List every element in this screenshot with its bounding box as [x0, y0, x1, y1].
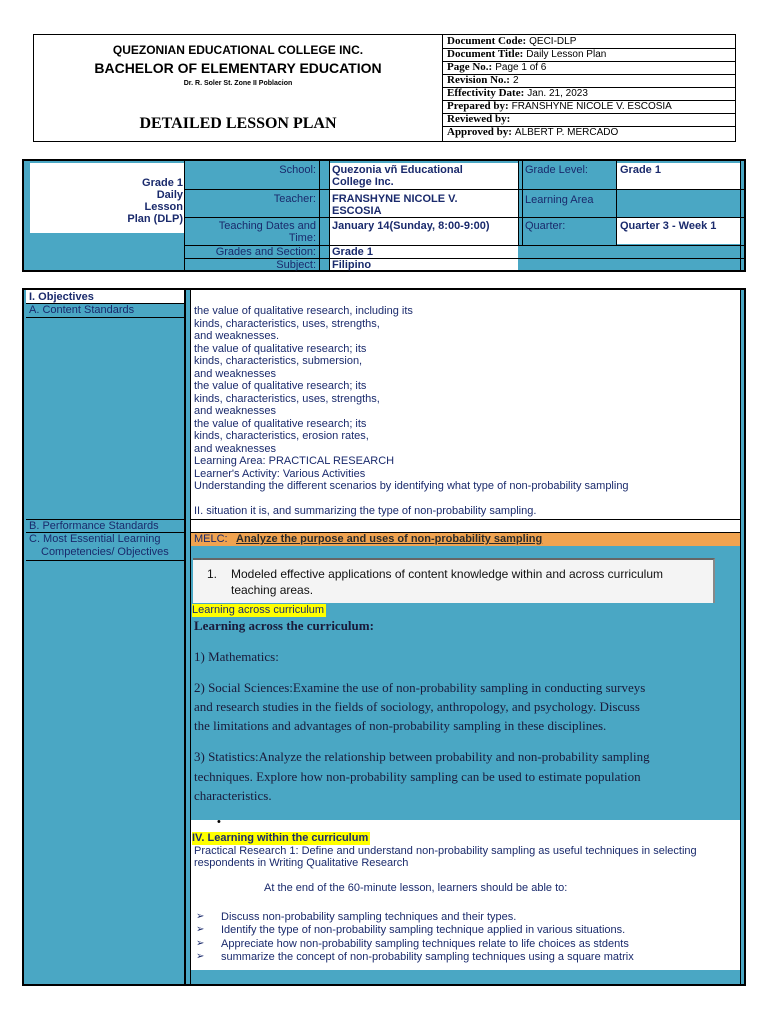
meta-row: Revision No.: 2 [443, 74, 735, 88]
subject-value: Filipino [332, 259, 372, 271]
objective-bullet: Identify the type of non-probability sampling technique applied in various situations. [221, 924, 626, 936]
content-line: Learning Area: PRACTICAL RESEARCH [194, 455, 395, 467]
teacher-value-line2: ESCOSIA [332, 205, 382, 217]
end-line: At the end of the 60-minute lesson, learners should be able to: [264, 882, 568, 894]
dot-bullet: • [217, 816, 221, 828]
content-line: and weaknesses. [194, 330, 279, 342]
section-value: Grade 1 [332, 246, 373, 258]
school-label: School: [279, 164, 316, 176]
content-line: kinds, characteristics, erosion rates, [194, 430, 369, 442]
document-heading: DETAILED LESSON PLAN [139, 115, 337, 132]
content-standards-label: A. Content Standards [29, 304, 135, 316]
stats-line: techniques. Explore how non-probability sampling can be used to estimate population [194, 769, 641, 784]
math-line: 1) Mathematics: [194, 649, 279, 664]
dates-value: January 14(Sunday, 8:00-9:00) [332, 220, 490, 232]
header-school-block [34, 35, 443, 141]
melc-label: C. Most Essential Learning [29, 533, 161, 545]
grade-level-value: Grade 1 [620, 164, 661, 176]
learning-area-label: Learning Area [525, 194, 594, 206]
meta-row: Document Title: Daily Lesson Plan [443, 48, 735, 62]
meta-row: Document Code: QECI-DLP [443, 35, 735, 49]
content-line: the value of qualitative research; its [194, 380, 367, 392]
within-heading: IV. Learning within the curriculum [192, 832, 369, 844]
bullet-arrow-icon: ➢ [196, 938, 205, 949]
document-header [33, 34, 736, 142]
school-address: Dr. R. Soler St. Zone II Poblacion [183, 80, 293, 87]
content-line: Understanding the different scenarios by identifying what type of non-probability sampling [194, 480, 629, 492]
dlp-title-line: Lesson [144, 201, 183, 213]
performance-standards-label: B. Performance Standards [29, 520, 159, 532]
modeled-text-line2: teaching areas. [231, 583, 314, 597]
stats-line: characteristics. [194, 788, 272, 803]
bullet-arrow-icon: ➢ [196, 951, 205, 962]
dlp-title-line: Grade 1 [142, 177, 183, 189]
objectives-heading: I. Objectives [29, 291, 94, 303]
dlp-title-line: Daily [156, 189, 183, 201]
meta-row: Reviewed by: [443, 113, 735, 127]
content-line: and weaknesses [194, 367, 276, 380]
meta-row: Approved by: ALBERT P. MERCADO [447, 126, 619, 138]
meta-row: Effectivity Date: Jan. 21, 2023 [443, 87, 735, 101]
situation-line: II. situation it is, and summarizing the type of non-probability sampling. [194, 505, 537, 517]
dates-label-time: Time: [288, 232, 316, 244]
content-line: and weaknesses [194, 442, 276, 455]
stats-line: 3) Statistics:Analyze the relationship between probability and non-probability sampling [194, 749, 650, 764]
subject-label: Subject: [276, 259, 316, 271]
across-heading: Learning across the curriculum: [194, 618, 374, 633]
content-line: the value of qualitative research; its [194, 417, 367, 430]
modeled-text: Modeled effective applications of content knowledge within and across curriculum [231, 567, 664, 581]
objectives-table [22, 288, 746, 986]
melc-prefix: MELC: [194, 533, 228, 545]
teacher-label: Teacher: [273, 193, 316, 205]
content-line: kinds, characteristics, uses, strengths, [194, 392, 380, 405]
objective-bullet: summarize the concept of non-probability sampling techniques using a square matrix [221, 951, 634, 963]
social-line: and research studies in the fields of sociology, anthropology, and psychology. Discuss [194, 699, 640, 714]
section-label: Grades and Section: [215, 246, 316, 258]
meta-row: Page No.: Page 1 of 6 [443, 61, 735, 75]
pr-line: respondents in Writing Qualitative Research [194, 857, 409, 869]
across-highlight: Learning across curriculum [192, 604, 325, 616]
bullet-arrow-icon: ➢ [196, 924, 205, 935]
quarter-value: Quarter 3 - Week 1 [620, 220, 717, 232]
school-value-line2: College Inc. [332, 176, 394, 188]
document-meta-table [443, 35, 735, 141]
grade-level-label: Grade Level: [525, 164, 588, 176]
objective-bullet: Appreciate how non-probability sampling techniques relate to life choices as stdents [221, 938, 629, 950]
content-line: Learner's Activity: Various Activities [194, 467, 366, 480]
dlp-title-line: Plan (DLP) [127, 213, 183, 225]
meta-row: Prepared by: FRANSHYNE NICOLE V. ESCOSIA [443, 100, 735, 114]
dates-label: Teaching Dates and [218, 220, 316, 232]
content-line: the value of qualitative research; its [194, 342, 367, 355]
teacher-value: FRANSHYNE NICOLE V. [332, 193, 458, 205]
school-name: QUEZONIAN EDUCATIONAL COLLEGE INC. [112, 43, 364, 57]
bullet-arrow-icon: ➢ [196, 911, 205, 922]
modeled-num: 1. [207, 567, 218, 581]
melc-text: Analyze the purpose and uses of non-probability sampling [236, 533, 543, 545]
pr-line: Practical Research 1: Define and understand non-probability sampling as useful techniques in selecting [194, 845, 697, 857]
objective-bullet: Discuss non-probability sampling techniques and their types. [221, 911, 517, 923]
social-line: 2) Social Sciences:Examine the use of non-probability sampling in conducting surveys [194, 680, 646, 695]
social-line: the limitations and advantages of non-probability sampling in these disciplines. [194, 718, 607, 733]
content-line: kinds, characteristics, uses, strengths, [194, 317, 380, 330]
content-line: the value of qualitative research, including its [194, 305, 413, 317]
melc-label-line2: Competencies/ Objectives [41, 546, 169, 558]
program-name: BACHELOR OF ELEMENTARY EDUCATION [94, 60, 382, 76]
lesson-info-table [22, 159, 746, 272]
content-line: kinds, characteristics, submersion, [194, 355, 363, 367]
content-line: and weaknesses [194, 405, 276, 417]
school-value: Quezonia vñ Educational [332, 164, 463, 176]
quarter-label: Quarter: [525, 220, 566, 232]
